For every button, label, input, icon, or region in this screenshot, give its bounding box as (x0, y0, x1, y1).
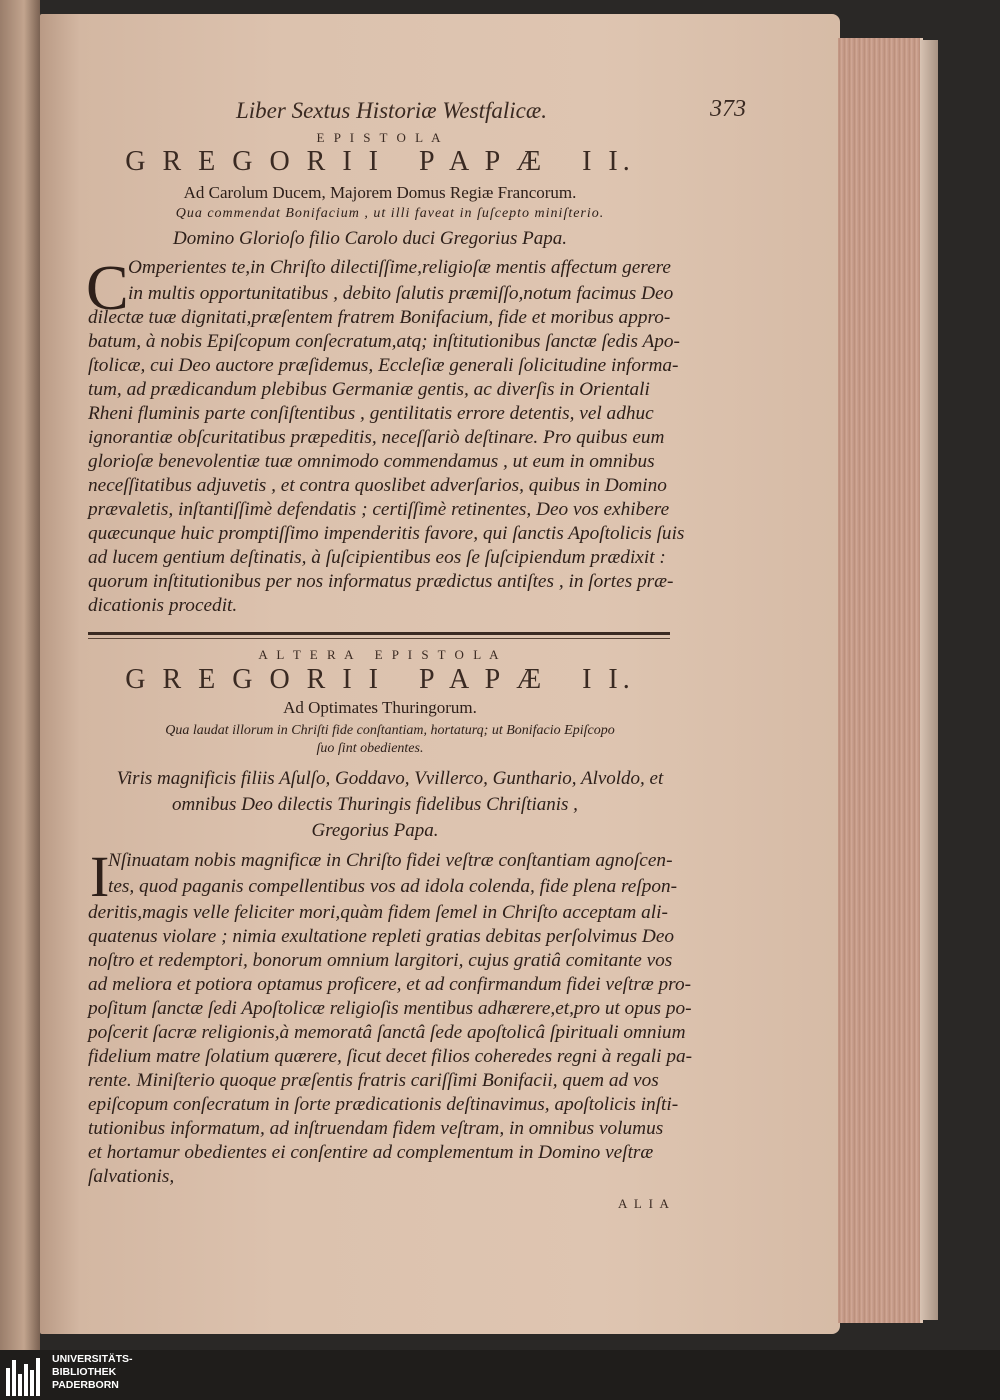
library-name (52, 1353, 133, 1392)
epistola1-line: Omperientes te,in Chriſto dilectiſſime,religioſæ mentis affectum gerere (128, 257, 671, 278)
epistola1-line: tum, ad prædicandum plebibus Germaniæ gentis, ac diverſis in Orientali (88, 379, 650, 400)
epistola2-line: et hortamur obedientes ei conſentire ad complementum in Domino veſtræ (88, 1142, 654, 1163)
epistola2-summary: Qua laudat illorum in Chriſti fide conſtantiam, hortaturq; ut Bonifacio Epiſcopo (165, 723, 615, 738)
page-number: 373 (710, 96, 746, 122)
epistola1-summary: Qua commendat Bonifacium , ut illi faveat in ſuſcepto miniſterio. (175, 206, 605, 221)
epistola2-line: ſalvationis, (88, 1166, 175, 1187)
epistola2-line: tutionibus informatum, ad inſtruendam fidem veſtram, in omnibus volumus (88, 1118, 664, 1139)
epistola2-dropcap: I (90, 844, 110, 909)
section-divider-thin (88, 638, 670, 639)
epistola1-line: ad lucem gentium deſtinatis, à ſuſcipientibus eos ſe ſuſcipiendum prædixit : (88, 547, 666, 568)
epistola1-line: quorum inſtitutionibus per nos informatus prædictus antiſtes , in ſortes præ- (88, 571, 674, 592)
epistola1-line: batum, à nobis Epiſcopum conſecratum,atq; inſtitutionibus ſanctæ ſedis Apo- (88, 331, 680, 352)
epistola2-address: Ad Optimates Thuringorum. (283, 698, 477, 717)
epistola2-line: Nſinuatam nobis magnificæ in Chriſto fidei veſtræ conſtantiam agnoſcen- (108, 850, 673, 871)
epistola1-label: E P I S T O L A (316, 130, 444, 145)
book-cover-edge (920, 40, 938, 1320)
facing-page-edge (0, 0, 40, 1350)
epistola2-salutation: Gregorius Papa. (311, 820, 439, 841)
epistola1-line: prævaletis, inſtantiſſimè defendatis ; certiſſimè retinentes, Deo vos exhibere (88, 499, 670, 520)
section-divider (88, 632, 670, 635)
epistola1-dropcap: C (86, 252, 129, 323)
epistola1-line: dicationis procedit. (88, 595, 238, 616)
epistola1-line: glorioſæ benevolentiæ tuæ omnimodo commendamus , ut eum in omnibus (88, 451, 655, 472)
epistola2-title: G R E G O R I I P A P Æ I I. (125, 664, 635, 695)
epistola2-summary: ſuo ſint obedientes. (316, 741, 424, 756)
epistola2-label: A L T E R A E P I S T O L A (258, 647, 502, 662)
epistola2-line: poſitum ſanctæ ſedi Apoſtolicæ religioſis mentibus adhærere,et,pro ut opus po- (88, 998, 692, 1019)
epistola1-address: Ad Carolum Ducem, Majorem Domus Regiæ Francorum. (183, 183, 577, 202)
epistola1-line: neceſſitatibus adjuvetis , et contra quoslibet adverſarios, quibus in Domino (88, 475, 667, 496)
epistola1-line: ignorantiæ obſcuritatibus præpeditis, neceſſariò deſtinare. Pro quibus eum (88, 427, 665, 448)
epistola2-line: tes, quod paganis compellentibus vos ad idola colenda, fide plena reſpon- (108, 876, 678, 897)
library-name-line1: UNIVERSITÄTS- (52, 1353, 133, 1365)
library-name-line2: BIBLIOTHEK (52, 1366, 117, 1378)
epistola2-line: fidelium matre ſolatium quærere, ſicut decet filios coheredes regni à regali pa- (88, 1046, 693, 1067)
epistola1-salutation: Domino Glorioſo filio Carolo duci Gregorius Papa. (173, 228, 567, 249)
epistola1-line: dilectæ tuæ dignitati,præſentem fratrem Bonifacium, fide et moribus appro- (88, 307, 671, 328)
running-head: Liber Sextus Historiæ Westfalicæ. (236, 98, 547, 123)
epistola2-line: poſcerit ſacræ religionis,à memoratâ ſanctâ ſede apoſtolicâ ſpirituali omnium (88, 1022, 686, 1043)
page-edges (838, 38, 923, 1323)
epistola2-line: deritis,magis velle feliciter mori,quàm fidem ſemel in Chriſto acceptam ali- (88, 902, 668, 923)
epistola2-line: rente. Miniſterio quoque præſentis fratris cariſſimi Bonifacii, quem ad vos (88, 1070, 659, 1091)
library-logo-icon (6, 1356, 46, 1396)
library-footer (0, 1350, 1000, 1400)
epistola1-title: G R E G O R I I P A P Æ I I. (125, 146, 635, 177)
epistola2-salutation: omnibus Deo dilectis Thuringis fidelibus Chriſtianis , (172, 794, 578, 815)
epistola1-line: quæcunque huic promptiſſimo impenderitis favore, qui ſanctis Apoſtolicis ſuis (88, 523, 685, 544)
epistola2-line: noſtro et redemptori, bonorum omnium largitori, cujus gratiâ comitante vos (88, 950, 673, 971)
catchword: A L I A (618, 1196, 671, 1211)
library-name-line3: PADERBORN (52, 1379, 119, 1391)
epistola2-salutation: Viris magnificis filiis Aſulſo, Goddavo, Vvillerco, Gunthario, Alvoldo, et (116, 768, 664, 789)
epistola2-line: quatenus violare ; nimia exultatione repleti gratias debitas perſolvimus Deo (88, 926, 675, 947)
epistola1-line: in multis opportunitatibus , debito ſalutis præmiſſo,notum facimus Deo (128, 283, 674, 304)
epistola2-line: epiſcopum conſecratum in ſorte prædicationis deſtinavimus, apoſtolicis inſti- (88, 1094, 679, 1115)
epistola1-line: Rheni fluminis parte conſiſtentibus , gentilitatis errore detentis, vel adhuc (88, 403, 654, 424)
epistola1-line: ſtolicæ, cui Deo auctore præſidemus, Eccleſiæ generali ſolicitudine informa- (88, 355, 679, 376)
epistola2-line: ad meliora et potiora optamus proficere, et ad confirmandum fidei veſtræ pro- (88, 974, 692, 995)
